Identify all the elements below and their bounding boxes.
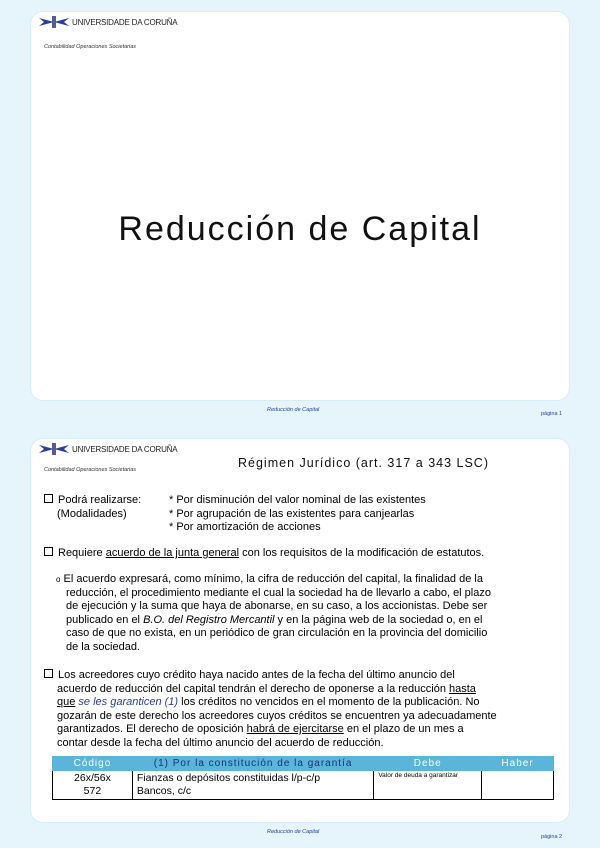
modalidades-label: Podrá realizarse: (Modalidades) <box>44 494 141 521</box>
header-codigo: Código <box>53 757 133 771</box>
modalidades-list <box>169 494 426 535</box>
list-item: * Por disminución del valor nominal de las existentes <box>169 494 426 506</box>
header-debe: Debe <box>374 757 482 771</box>
cell-concepto: Fianzas o depósitos constituidas l/p-c/p Bancos, c/c <box>132 771 373 800</box>
slide-2 <box>31 439 569 822</box>
cell-debe: Valor de deuda a garantizar <box>374 771 482 800</box>
university-name: UNIVERSIDADE DA CORUÑA <box>72 444 178 454</box>
university-name: UNIVERSIDADE DA CORUÑA <box>72 17 178 27</box>
slide-2-page-number: página 2 <box>541 834 563 840</box>
requiere-paragraph: Requiere acuerdo de la junta general con los requisitos de la modificación de estatutos. <box>44 547 484 561</box>
list-item: * Por agrupación de las existentes para canjearlas <box>169 507 415 520</box>
course-name: Contabilidad Operaciones Societarias <box>44 467 137 473</box>
university-logo <box>39 16 177 28</box>
slide-1-page-number: página 1 <box>541 411 563 417</box>
checkbox-bullet-icon <box>44 494 53 503</box>
junta-general-underline: acuerdo de la junta general <box>105 547 240 559</box>
list-item: * Por amortización de acciones <box>169 521 321 533</box>
university-logo <box>39 443 177 455</box>
slide-title: Reducción de Capital <box>118 210 482 248</box>
checkbox-bullet-icon <box>44 669 53 678</box>
udc-emblem-icon <box>39 443 69 455</box>
slide-1-footer: Reducción de Capital <box>267 407 320 413</box>
cell-codigo: 26x/56x 572 <box>53 771 133 800</box>
table-row <box>53 771 554 800</box>
cell-haber <box>482 771 554 800</box>
slide-title: Régimen Jurídico (art. 317 a 343 LSC) <box>238 456 489 470</box>
table-header-row <box>53 757 554 771</box>
udc-emblem-icon <box>39 16 69 28</box>
header-concepto: (1) Por la constitución de la garantía <box>132 757 373 771</box>
slide-2-footer: Reducción de Capital <box>267 829 320 835</box>
acreedores-paragraph: Los acreedores cuyo crédito haya nacido antes de la fecha del último anuncio del acuerdo de reducción del capital tendrán el derecho de oponerse a la reducción hasta que se les garanticen (1) los créditos no vencidos en el momento de la publicación. No gozarán de este derecho los acreedores cuyos créditos se encuentren ya adecuadamente garantizados. El derecho de oposición habrá de ejercitarse en el plazo de un mes a contar desde la fecha del último anuncio del acuerdo de reducción. <box>44 669 564 750</box>
header-haber: Haber <box>482 757 554 771</box>
slide-1 <box>31 12 569 400</box>
course-name: Contabilidad Operaciones Societarias <box>44 44 137 50</box>
garantia-table <box>52 756 554 800</box>
checkbox-bullet-icon <box>44 547 53 556</box>
acuerdo-paragraph: o El acuerdo expresará, como mínimo, la cifra de reducción del capital, la finalidad de la reducción, el procedimiento mediante el cual la sociedad ha de llevarlo a cabo, el plazo de ejecución y la suma que haya de abonarse, en su caso, a los accionistas. Debe ser publicado en el B.O. del Registro Mercantil y en la página web de la sociedad o, en el caso de que no exista, en un periódico de gran circulación en la provincia del domicilio de la sociedad. <box>56 573 491 653</box>
